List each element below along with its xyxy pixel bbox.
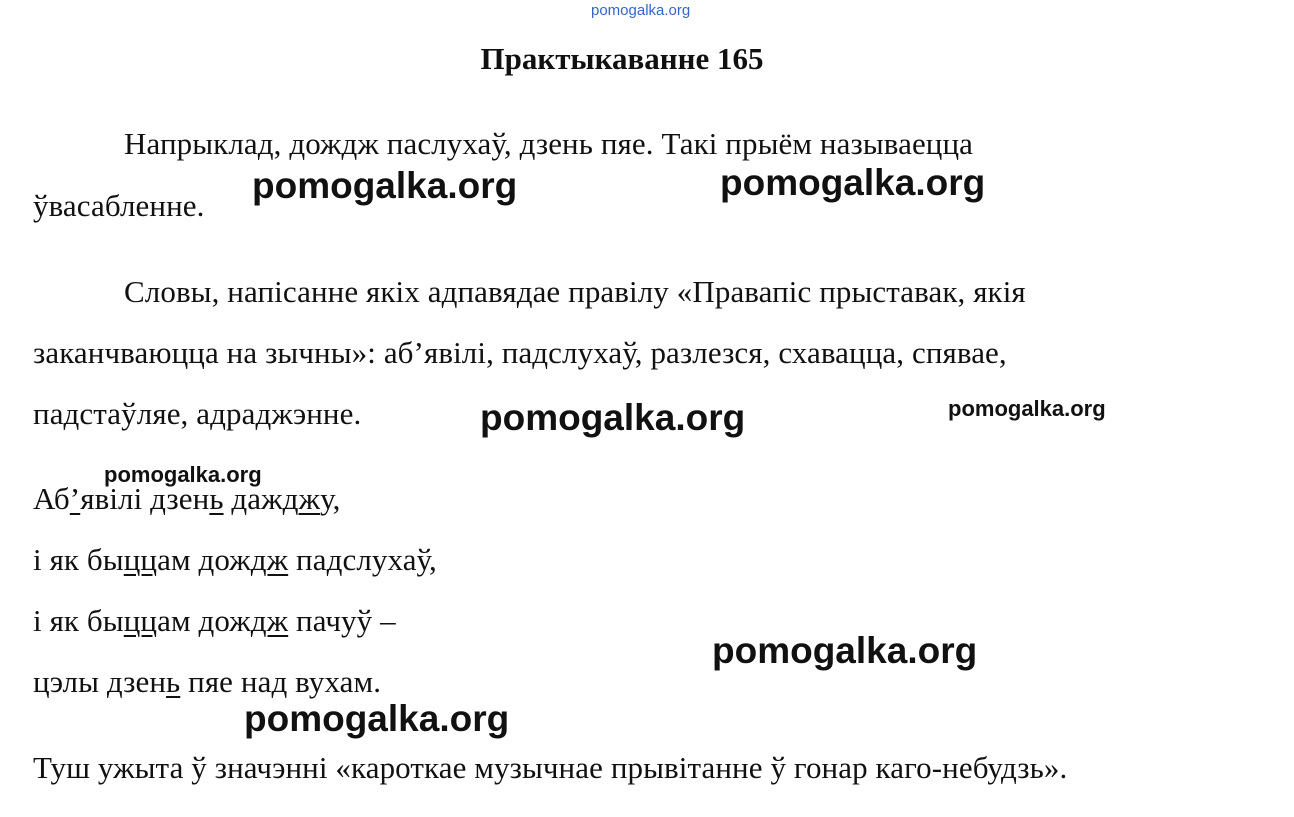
underlined-letter: цц: [123, 603, 158, 638]
underlined-letter: ь: [166, 664, 181, 699]
poem-text: ам дож: [157, 603, 251, 638]
poem-text: у,: [320, 481, 341, 516]
poem-text: Аб: [33, 481, 70, 516]
poem-text: пяе на: [180, 664, 272, 699]
poem-text: цэлы дзен: [33, 664, 167, 699]
poem-line3: [33, 603, 396, 639]
top-watermark: pomogalka.org: [591, 2, 691, 19]
poem-line2: [33, 542, 437, 578]
poem-text: і як бы: [33, 542, 124, 577]
watermark: pomogalka.org: [948, 396, 1106, 421]
poem-text: дажд: [223, 481, 299, 516]
poem-text: па: [288, 542, 327, 577]
watermark: pomogalka.org: [252, 165, 518, 206]
underlined-letter: ’: [69, 481, 81, 516]
underlined-letter: д: [326, 542, 343, 577]
underlined-letter: ь: [209, 481, 224, 516]
underlined-letter: дж: [250, 542, 289, 577]
poem-text: пачуў –: [288, 603, 396, 638]
para1-line2: ўвасабленне.: [33, 188, 205, 223]
watermark: pomogalka.org: [104, 462, 262, 487]
underlined-letter: цц: [123, 542, 158, 577]
underlined-letter: д: [271, 664, 288, 699]
underlined-letter: ж: [298, 481, 321, 516]
watermark: pomogalka.org: [712, 630, 978, 671]
underlined-letter: дж: [250, 603, 289, 638]
poem-text: явілі дзен: [80, 481, 210, 516]
watermark: pomogalka.org: [480, 397, 746, 438]
watermark: pomogalka.org: [720, 162, 986, 203]
para1-line1: Напрыклад, дождж паслухаў, дзень пяе. Такі прыём называецца: [124, 126, 974, 161]
poem-line4: [33, 664, 381, 700]
final-line: Туш ужыта ў значэнні «кароткае музычнае прывітанне ў гонар каго-небудзь».: [33, 750, 1068, 785]
poem-text: вухам.: [287, 664, 382, 699]
para2-line1: Словы, напісанне якіх адпавядае правілу «Правапіс прыставак, якія: [124, 274, 1026, 309]
para2-line3: падстаўляе, адраджэнне.: [33, 396, 362, 431]
page-title: Практыкаванне 165: [480, 41, 764, 76]
poem-text: і як бы: [33, 603, 124, 638]
para2-line2: заканчваюцца на зычны»: аб’явілі, падслухаў, разлезся, схавацца, спявае,: [33, 335, 1007, 370]
watermark: pomogalka.org: [244, 698, 510, 739]
poem-text: ам дож: [157, 542, 251, 577]
poem-text: слухаў,: [342, 542, 437, 577]
